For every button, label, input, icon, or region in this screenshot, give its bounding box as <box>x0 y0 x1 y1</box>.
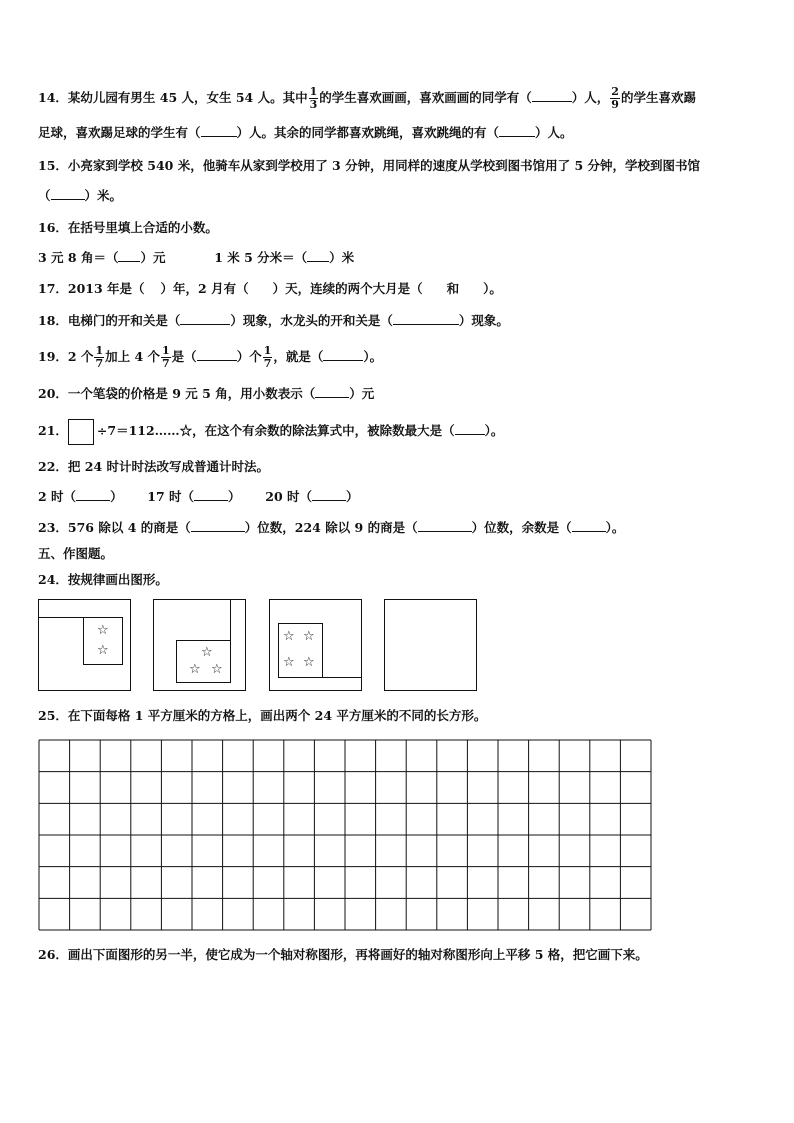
answer-blank[interactable] <box>197 348 237 361</box>
fraction-one-seventh: $\frac{1}{7}$ <box>95 344 104 370</box>
question-16-prompt: 16．在括号里填上合适的小数。 <box>38 220 218 235</box>
answer-blank[interactable] <box>323 348 363 361</box>
figure-inner-line <box>322 677 362 678</box>
figure-inner-line <box>39 617 84 618</box>
star-icon: ☆ <box>189 662 201 677</box>
fraction-one-third: $\frac{1}{3}$ <box>309 85 318 111</box>
question-26-prompt: 26．画出下面图形的另一半，使它成为一个轴对称图形，再将画好的轴对称图形向上平移 5 格，把它画下来。 <box>38 947 648 962</box>
star-icon: ☆ <box>303 629 315 644</box>
answer-blank[interactable] <box>532 89 572 102</box>
question-14-line-2: 足球，喜欢踢足球的学生有（ ）人。其余的同学都喜欢跳绳，喜欢跳绳的有（ ）人。 <box>38 125 573 140</box>
figure-inner-rect <box>176 640 231 683</box>
answer-blank[interactable] <box>191 519 245 532</box>
pattern-figure-answer-box[interactable] <box>384 599 477 691</box>
answer-blank[interactable] <box>312 488 346 501</box>
star-icon: ☆ <box>97 623 109 638</box>
answer-blank[interactable] <box>455 422 485 435</box>
answer-blank[interactable] <box>201 124 237 137</box>
star-icon: ☆ <box>201 645 213 660</box>
question-17: 17．2013 年是（ ）年，2 月有（ ）天，连续的两个大月是（ 和 ）。 <box>38 281 502 296</box>
dividend-box[interactable] <box>68 419 94 445</box>
answer-blank[interactable] <box>572 519 606 532</box>
question-20: 20．一个笔袋的价格是 9 元 5 角，用小数表示（ ）元 <box>38 386 375 401</box>
fraction-one-seventh: $\frac{1}{7}$ <box>263 344 272 370</box>
question-18: 18．电梯门的开和关是（ ）现象，水龙头的开和关是（ ）现象。 <box>38 313 509 328</box>
square-grid[interactable] <box>38 739 652 931</box>
star-icon: ☆ <box>211 662 223 677</box>
question-24-prompt: 24．按规律画出图形。 <box>38 572 168 587</box>
fraction-one-seventh: $\frac{1}{7}$ <box>162 344 170 370</box>
answer-blank[interactable] <box>118 249 140 262</box>
pattern-figure-3 <box>269 599 362 691</box>
figure-inner-rect <box>278 623 323 678</box>
question-22-prompt: 22．把 24 时计时法改写成普通计时法。 <box>38 459 269 474</box>
question-15-line-2: （ ）米。 <box>38 188 123 203</box>
figure-inner-line <box>230 600 231 641</box>
answer-blank[interactable] <box>307 249 329 262</box>
answer-blank[interactable] <box>51 187 85 200</box>
answer-blank[interactable] <box>418 519 472 532</box>
question-22-items: 2 时（ ） 17 时（ ） 20 时（ ） <box>38 489 359 504</box>
question-15-line-1: 15．小亮家到学校 540 米，他骑车从家到学校用了 3 分钟，用同样的速度从学校到图书馆用了 5 分钟，学校到图书馆 <box>38 158 700 173</box>
section-five-heading: 五、作图题。 <box>38 546 114 561</box>
pattern-figure-2 <box>153 599 246 691</box>
answer-blank[interactable] <box>315 385 349 398</box>
question-19: 19．2 个 $\frac{1}{7}$ 加上 4 个 $\frac{1}{7}$ 是（ ）个 $\frac{1}{7}$ ，就是（ ）。 <box>38 344 383 370</box>
answer-blank[interactable] <box>180 312 230 325</box>
answer-blank[interactable] <box>499 124 535 137</box>
star-icon: ☆ <box>283 629 295 644</box>
question-21: 21． ÷7＝112……☆，在这个有余数的除法算式中，被除数最大是（ ）。 <box>38 418 503 445</box>
fraction-two-ninths: $\frac{2}{9}$ <box>611 85 619 111</box>
question-14-line-1: 14．某幼儿园有男生 45 人，女生 54 人。其中 $\frac{1}{3}$ 的学生喜欢画画，喜欢画画的同学有（ ）人， $\frac{2}{9}$ 的学生喜欢踢 <box>38 85 696 111</box>
figure-inner-rect <box>83 617 123 665</box>
question-16-items: 3 元 8 角＝（ ）元 1 米 5 分米＝（ ）米 <box>38 250 355 265</box>
answer-blank[interactable] <box>393 312 459 325</box>
star-icon: ☆ <box>97 643 109 658</box>
question-23: 23．576 除以 4 的商是（ ）位数，224 除以 9 的商是（ ）位数，余数是（ ）。 <box>38 520 625 535</box>
question-25-prompt: 25．在下面每格 1 平方厘米的方格上，画出两个 24 平方厘米的不同的长方形。 <box>38 708 487 723</box>
answer-blank[interactable] <box>76 488 110 501</box>
star-icon: ☆ <box>283 655 295 670</box>
answer-blank[interactable] <box>194 488 228 501</box>
pattern-figure-1 <box>38 599 131 691</box>
star-icon: ☆ <box>303 655 315 670</box>
